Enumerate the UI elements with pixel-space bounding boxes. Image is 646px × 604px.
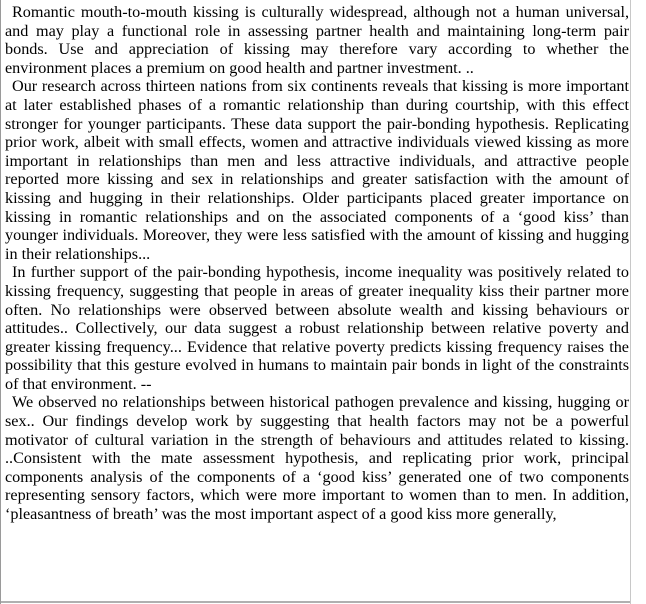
document-text[interactable] (5, 3, 629, 524)
paragraph-4: We observed no relationships between historical pathogen prevalence and kissing, hugging or sex.. Our findings develop work by suggesting that health factors may not be a powerful motivator of cultural variation in the strength of behaviours and attitudes related to kissing. ..Consistent with the mate assessment hypothesis, and replicating prior work, principal components analysis of the components of a ‘good kiss’ generated one of two components representing sensory factors, which were more important to women than to men. In addition, ‘pleasantness of breath’ was the most important aspect of a good kiss more generally, (5, 393, 629, 524)
bottom-edge-divider (1, 601, 631, 603)
paragraph-3: In further support of the pair-bonding hypothesis, income inequality was positively related to kissing frequency, suggesting that people in areas of greater inequality kiss their partner more often. No relationships were observed between absolute wealth and kissing behaviours or attitudes.. Collectively, our data suggest a robust relationship between relative poverty and greater kissing frequency... Evidence that relative poverty predicts kissing frequency raises the possibility that this gesture evolved in humans to maintain pair bonds in light of the constraints of that environment. -- (5, 263, 629, 393)
paragraph-2: Our research across thirteen nations from six continents reveals that kissing is more important at later established phases of a romantic relationship than during courtship, with this effect stronger for younger participants. These data support the pair-bonding hypothesis. Replicating prior work, albeit with small effects, women and attractive individuals viewed kissing as more important in relationships than men and less attractive individuals, and attractive people reported more kissing and sex in relationships and greater satisfaction with the amount of kissing and hugging in their relationships. Older participants placed greater importance on kissing in romantic relationships and on the associated components of a ‘good kiss’ than younger individuals. Moreover, they were less satisfied with the amount of kissing and hugging in their relationships... (5, 77, 629, 263)
paragraph-1: Romantic mouth-to-mouth kissing is culturally widespread, although not a human universal, and may play a functional role in assessing partner health and maintaining long-term pair bonds. Use and appreciation of kissing may therefore vary according to whether the environment places a premium on good health and partner investment. .. (5, 3, 629, 77)
scroll-gutter (631, 0, 646, 604)
